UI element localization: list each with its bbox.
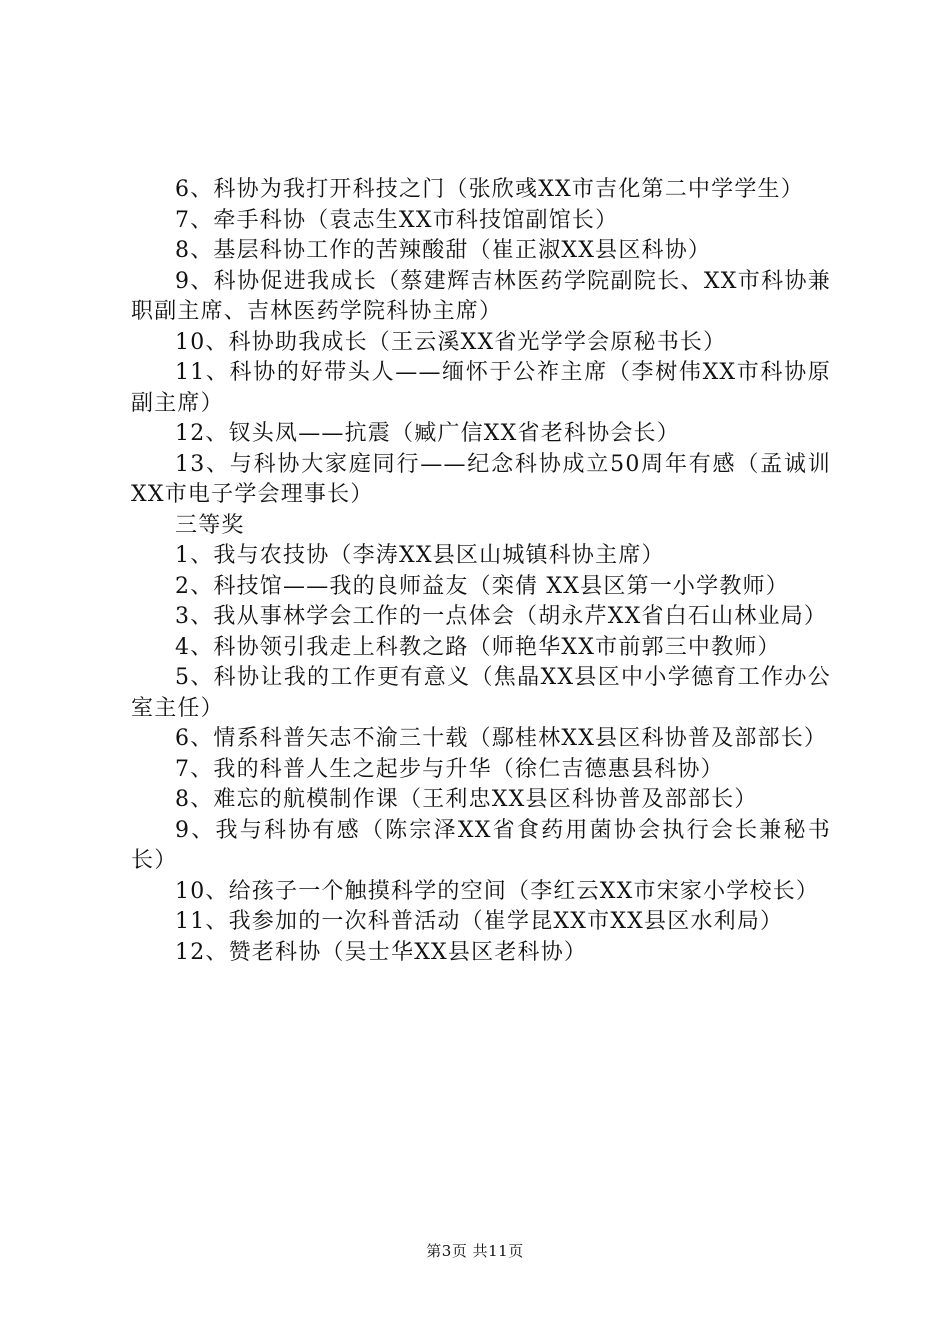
paragraph-item: 12、赞老科协（吴士华XX县区老科协） xyxy=(175,939,588,965)
paragraph-item: 11、我参加的一次科普活动（崔学昆XX市XX县区水利局） xyxy=(175,909,784,934)
paragraph-item: 12、钗头凤——抗震（臧广信XX省老科协会长） xyxy=(175,421,680,446)
page-number-label: 第3页 共11页 xyxy=(426,1242,524,1260)
paragraph-item: 10、科协助我成长（王云溪XX省光学学会原秘书长） xyxy=(175,329,727,355)
paragraph-item: 11、科协的好带头人——缅怀于公祚主席（李树伟XX市科协原副主席） xyxy=(131,360,831,416)
paragraph-item: 9、我与科协有感（陈宗泽XX省食药用菌协会执行会长兼秘书长） xyxy=(131,817,831,873)
paragraph-item: 13、与科协大家庭同行——纪念科协成立50周年有感（孟诚训XX市电子学会理事长） xyxy=(131,451,831,507)
document-body xyxy=(131,175,831,968)
paragraph-item: 5、科协让我的工作更有意义（焦晶XX县区中小学德育工作办公室主任） xyxy=(131,665,831,721)
paragraph-item: 10、给孩子一个触摸科学的空间（李红云XX市宋家小学校长） xyxy=(175,878,820,904)
section-heading-third-prize: 三等奖 xyxy=(175,512,245,538)
paragraph-item: 9、科协促进我成长（蔡建辉吉林医药学院副院长、XX市科协兼职副主席、吉林医药学院科协主席） xyxy=(131,268,831,324)
paragraph-item: 3、我从事林学会工作的一点体会（胡永芹XX省白石山林业局） xyxy=(175,604,828,629)
paragraph-item: 7、牵手科协（袁志生XX市科技馆副馆长） xyxy=(175,207,619,233)
paragraph-item: 6、科协为我打开科技之门（张欣彧XX市吉化第二中学学生） xyxy=(175,177,804,202)
page-footer xyxy=(0,1240,950,1261)
paragraph-item: 1、我与农技协（李涛XX县区山城镇科协主席） xyxy=(175,543,665,568)
paragraph-item: 4、科协领引我走上科教之路（师艳华XX市前郭三中教师） xyxy=(175,634,781,660)
paragraph-item: 7、我的科普人生之起步与升华（徐仁吉德惠县科协） xyxy=(175,756,724,782)
paragraph-item: 2、科技馆——我的良师益友（栾倩 XX县区第一小学教师） xyxy=(175,573,789,599)
paragraph-item: 8、基层科协工作的苦辣酸甜（崔正淑XX县区科协） xyxy=(175,238,712,263)
paragraph-item: 6、情系科普矢志不渝三十载（鄢桂林XX县区科协普及部部长） xyxy=(175,726,828,751)
paragraph-item: 8、难忘的航模制作课（王利忠XX县区科协普及部部长） xyxy=(175,787,758,812)
